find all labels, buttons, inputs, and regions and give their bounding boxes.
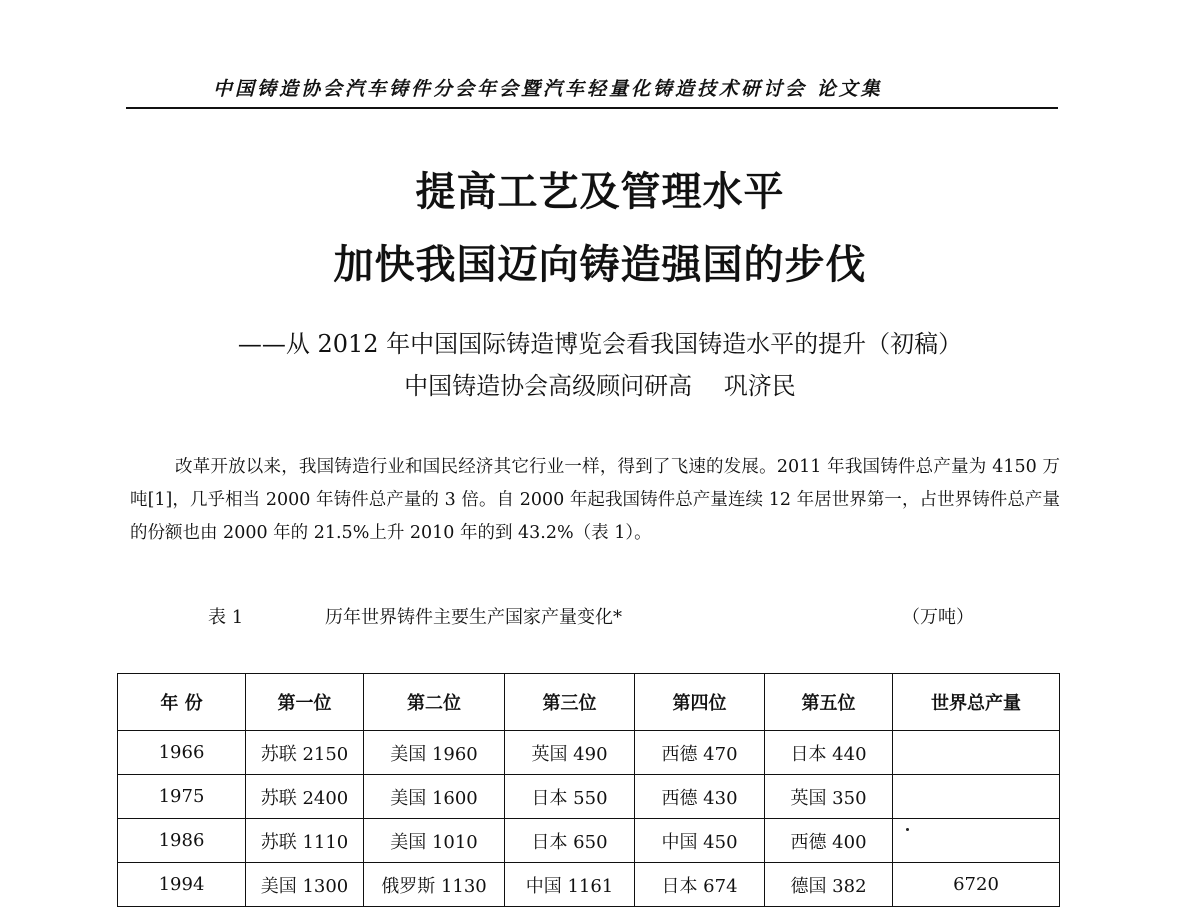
table-cell: 美国 1960	[364, 731, 505, 775]
table-cell: 6720	[893, 863, 1060, 907]
table-row	[118, 731, 1060, 775]
table-cell: 1975	[118, 775, 246, 819]
table-cell: 日本 650	[505, 819, 635, 863]
table-header-row	[118, 674, 1060, 731]
table-cell: 西德 430	[635, 775, 765, 819]
header-rank-3: 第三位	[505, 674, 635, 731]
author-line: 中国铸造协会高级顾问研高 巩济民	[404, 372, 796, 400]
table-cell: 日本 440	[765, 731, 893, 775]
table-cell: 中国 450	[635, 819, 765, 863]
table-cell: 苏联 1110	[246, 819, 364, 863]
title-line-1: 提高工艺及管理水平	[415, 169, 785, 215]
table-cell: 1994	[118, 863, 246, 907]
table-cell	[893, 775, 1060, 819]
header-rule	[126, 107, 1058, 109]
running-header: 中国铸造协会汽车铸件分会年会暨汽车轻量化铸造技术研讨会 论文集	[213, 78, 883, 100]
table-cell: 1986	[118, 819, 246, 863]
table-caption-unit: （万吨）	[902, 607, 974, 628]
table-cell: 德国 382	[765, 863, 893, 907]
header-rank-2: 第二位	[364, 674, 505, 731]
table-cell	[893, 819, 1060, 863]
table-cell: 苏联 2150	[246, 731, 364, 775]
table-cell: 俄罗斯 1130	[364, 863, 505, 907]
table-row	[118, 863, 1060, 907]
table-caption-label: 表 1	[208, 607, 244, 628]
table-cell: 美国 1010	[364, 819, 505, 863]
table-cell: 中国 1161	[505, 863, 635, 907]
subtitle: ——从 2012 年中国国际铸造博览会看我国铸造水平的提升（初稿）	[237, 330, 963, 358]
table-cell: 西德 400	[765, 819, 893, 863]
scan-speck	[906, 828, 909, 831]
header-rank-1: 第一位	[246, 674, 364, 731]
header-world-total: 世界总产量	[893, 674, 1060, 731]
table-cell: 日本 674	[635, 863, 765, 907]
table-cell: 苏联 2400	[246, 775, 364, 819]
header-year: 年 份	[118, 674, 246, 731]
body-paragraph: 改革开放以来，我国铸造行业和国民经济其它行业一样，得到了飞速的发展。2011 年我国铸件总产量为 4150 万吨[1]，几乎相当 2000 年铸件总产量的 3 倍。自 2000 年起我国铸件总产量连续 12 年居世界第一，占世界铸件总产量的份额也由 2000 年的 21.5%上升 2010 年的到 43.2%（表 1）。	[130, 457, 1060, 543]
table-caption-title: 历年世界铸件主要生产国家产量变化*	[325, 607, 622, 628]
production-table	[117, 673, 1060, 907]
table-cell: 1966	[118, 731, 246, 775]
table-cell: 西德 470	[635, 731, 765, 775]
header-rank-4: 第四位	[635, 674, 765, 731]
table-row	[118, 775, 1060, 819]
title-line-2: 加快我国迈向铸造强国的步伐	[333, 242, 867, 288]
table-cell: 美国 1600	[364, 775, 505, 819]
table-cell: 美国 1300	[246, 863, 364, 907]
table-row	[118, 819, 1060, 863]
table-cell: 日本 550	[505, 775, 635, 819]
header-rank-5: 第五位	[765, 674, 893, 731]
table-cell: 英国 350	[765, 775, 893, 819]
table-cell	[893, 731, 1060, 775]
table-cell: 英国 490	[505, 731, 635, 775]
